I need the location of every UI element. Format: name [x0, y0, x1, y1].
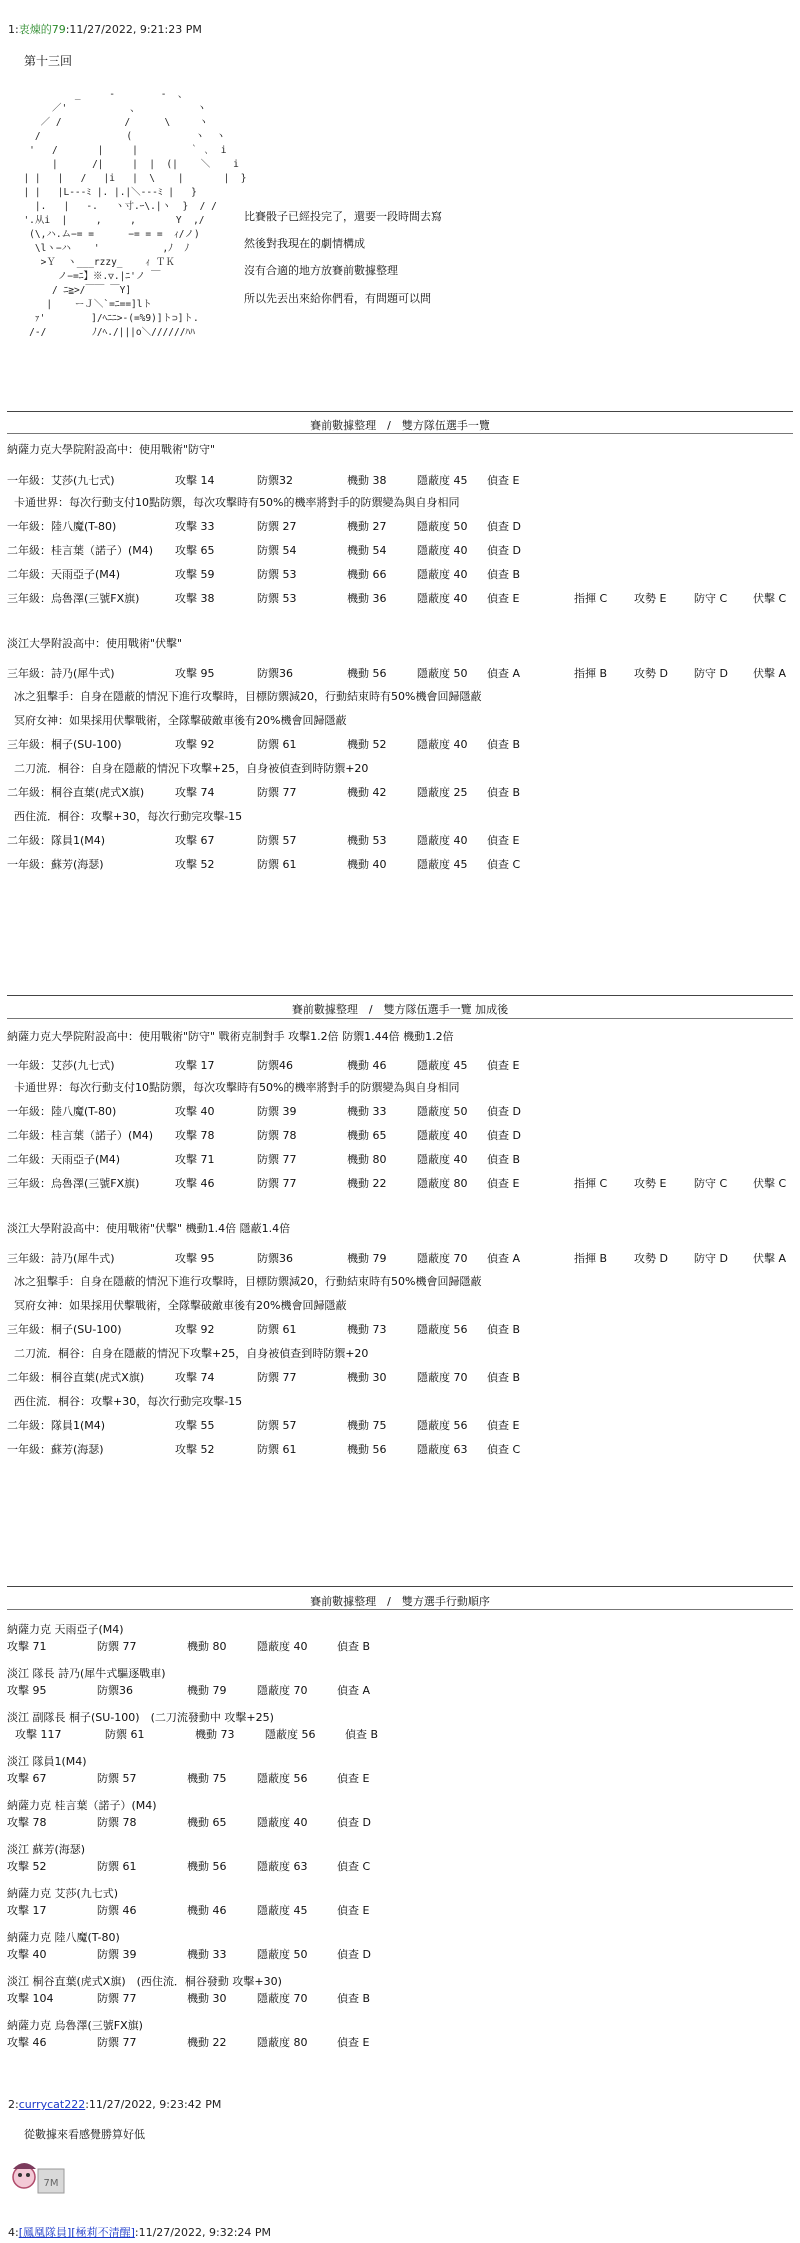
player-stat: 隱蔽度 40 — [417, 544, 468, 557]
player-stat: 防禦 61 — [257, 858, 297, 871]
post-header — [8, 21, 202, 37]
order-entry-stat: 隱蔽度 50 — [257, 1948, 308, 1961]
player-stat: 攻擊 95 — [175, 667, 215, 680]
player-stat: 機動 79 — [347, 1252, 387, 1265]
ascii-art: _ - - 、 ／' 、 ヽ ／ / / \ ヽ / ( ヽ ヽ ' / | | ｀ ､ i | /| | | (| ＼ i | | | / |i | \ | | } | | |L---ﾐ |. |.|＼---ﾐ | } |. | -. ヽ寸.ｰ\.|ヽ } / / '.从i | , , Y ,/ (\,ハ.ム−= = −= = = ｨ/ノ) \lヽ−ハ ' ,ﾉ ﾉ >Ｙ ヽ___rzzy_ ｨ ＴＫ ノ−=ﾆ】※.▽.|ﾆ'ノ ￣ / ﾆ≧>/￣￣ ￣Y] | ーＪ＼`=ﾆ==]lト ｧ' ]/ﾍﾆﾆ>-(=%9)]ト⊃]ト. /-/ ﾉ/ﾍ./|||o＼//////ﾊﾊ — [23, 89, 247, 338]
order-entry-stat: 隱蔽度 70 — [257, 1684, 308, 1697]
order-entry-stat: 防禦 61 — [105, 1728, 145, 1741]
order-entry-stat: 機動 30 — [187, 1992, 227, 2005]
order-entry-stat: 偵查 C — [337, 1860, 371, 1873]
order-entry-stat: 隱蔽度 63 — [257, 1860, 308, 1873]
order-entry-stat: 防禦 77 — [97, 1640, 137, 1653]
order-entry-stat: 偵查 B — [337, 1992, 371, 2005]
player-stat: 攻擊 52 — [175, 858, 215, 871]
player-stat: 防守 C — [694, 592, 728, 605]
player-stat: 隱蔽度 80 — [417, 1177, 468, 1190]
player-stat: 隱蔽度 40 — [417, 834, 468, 847]
skill-note: 卡通世界：每次行動支付10點防禦，每次攻擊時有50%的機率將對手的防禦變為與自身相同 — [14, 1081, 460, 1094]
player-stat: 隱蔽度 63 — [417, 1443, 468, 1456]
player-stat: 防禦 27 — [257, 520, 297, 533]
player-name: 二年級：隊員1(M4) — [7, 1419, 106, 1432]
player-row — [7, 1151, 793, 1167]
order-entry-stat: 偵查 A — [337, 1684, 371, 1697]
section-title: 賽前數據整理 / 雙方隊伍選手一覽 加成後 — [291, 1003, 509, 1016]
player-stat: 隱蔽度 50 — [417, 667, 468, 680]
player-name: 一年級：陸八魔(T-80) — [7, 520, 117, 533]
order-entry-name: 淡江 桐谷直葉(虎式X旗) (西住流．桐谷發動 攻擊+30) — [7, 1975, 282, 1988]
player-stat: 攻擊 40 — [175, 1105, 215, 1118]
player-name: 二年級：天雨亞子(M4) — [7, 568, 121, 581]
player-stat: 偵查 B — [487, 1371, 521, 1384]
order-entry-name: 淡江 隊長 詩乃(犀牛式驅逐戰車) — [7, 1667, 166, 1680]
player-stat: 機動 80 — [347, 1153, 387, 1166]
post-text: 從數據來看感覺勝算好低 — [24, 2128, 145, 2141]
player-stat: 機動 65 — [347, 1129, 387, 1142]
player-stat: 防禦 61 — [257, 738, 297, 751]
player-stat: 防禦 39 — [257, 1105, 297, 1118]
order-entry-stat: 防禦 61 — [97, 1860, 137, 1873]
talk-line: 比賽骰子已經投完了，還要一段時間去寫 — [244, 210, 442, 223]
order-entry-stat: 攻擊 67 — [7, 1772, 47, 1785]
player-row — [7, 566, 793, 582]
player-stat: 攻擊 95 — [175, 1252, 215, 1265]
order-entry-stat: 攻擊 95 — [7, 1684, 47, 1697]
player-stat: 攻勢 E — [634, 592, 667, 605]
player-name: 一年級：艾莎(九七式) — [7, 474, 115, 487]
order-entry-stat: 機動 75 — [187, 1772, 227, 1785]
post-header — [8, 2098, 221, 2111]
player-row — [7, 736, 793, 752]
player-name: 一年級：艾莎(九七式) — [7, 1059, 115, 1072]
skill-note: 二刀流．桐谷：自身在隱蔽的情況下攻擊+25，自身被偵查到時防禦+20 — [14, 762, 369, 775]
player-stat: 伏擊 C — [753, 592, 787, 605]
player-stat: 隱蔽度 70 — [417, 1371, 468, 1384]
player-row — [7, 1417, 793, 1433]
player-name: 三年級：桐子(SU-100) — [7, 1323, 122, 1336]
player-stat: 機動 36 — [347, 592, 387, 605]
skill-note: 卡通世界：每次行動支付10點防禦，每次攻擊時有50%的機率將對手的防禦變為與自身相同 — [14, 496, 460, 509]
order-entry-stat: 偵查 E — [337, 1904, 370, 1917]
player-stat: 隱蔽度 40 — [417, 1129, 468, 1142]
player-row — [7, 1127, 793, 1143]
order-entry-stat: 防禦 46 — [97, 1904, 137, 1917]
post-username[interactable]: 衷煉的79 — [18, 23, 66, 36]
player-stat: 防禦 57 — [257, 834, 297, 847]
player-stat: 攻擊 59 — [175, 568, 215, 581]
player-name: 二年級：天雨亞子(M4) — [7, 1153, 121, 1166]
player-row — [7, 542, 793, 558]
order-entry-stat: 防禦 77 — [97, 2036, 137, 2049]
order-entry-name: 納薩力克 陸八魔(T-80) — [7, 1931, 120, 1944]
post-username[interactable]: [鳳凰隊員][極莉不清醒] — [18, 2226, 135, 2239]
order-entry-stat: 偵查 B — [345, 1728, 379, 1741]
player-stat: 隱蔽度 40 — [417, 592, 468, 605]
divider — [7, 1586, 793, 1587]
player-stat: 防禦36 — [257, 667, 293, 680]
player-stat: 防禦 77 — [257, 1371, 297, 1384]
player-name: 二年級：桐谷直葉(虎式X旗) — [7, 1371, 145, 1384]
player-stat: 機動 56 — [347, 667, 387, 680]
order-entry-stat: 攻擊 104 — [7, 1992, 54, 2005]
player-stat: 防禦 53 — [257, 592, 297, 605]
avatar-text: 7M — [43, 2178, 59, 2189]
order-entry-stat: 隱蔽度 56 — [265, 1728, 316, 1741]
order-entry-stat: 隱蔽度 45 — [257, 1904, 308, 1917]
player-stat: 隱蔽度 45 — [417, 1059, 468, 1072]
skill-note: 西住流．桐谷：攻擊+30，每次行動完攻擊-15 — [14, 810, 243, 823]
order-entry-stat: 隱蔽度 70 — [257, 1992, 308, 2005]
player-stat: 隱蔽度 25 — [417, 786, 468, 799]
player-stat: 機動 38 — [347, 474, 387, 487]
order-entry-stat: 隱蔽度 56 — [257, 1772, 308, 1785]
player-stat: 攻擊 74 — [175, 1371, 215, 1384]
player-name: 一年級：蘇芳(海瑟) — [7, 858, 104, 871]
player-stat: 防守 D — [694, 1252, 728, 1265]
player-row — [7, 1175, 793, 1191]
player-stat: 攻擊 33 — [175, 520, 215, 533]
player-stat: 攻擊 92 — [175, 1323, 215, 1336]
skill-note: 冥府女神：如果採用伏擊戰術，全隊擊破敵車後有20%機會回歸隱蔽 — [14, 714, 347, 727]
player-stat: 隱蔽度 40 — [417, 568, 468, 581]
player-stat: 防禦 77 — [257, 1153, 297, 1166]
player-stat: 機動 75 — [347, 1419, 387, 1432]
team-header: 納薩力克大學院附設高中：使用戰術"防守" 戰術克制對手 攻擊1.2倍 防禦1.44倍 機動1.2倍 — [7, 1030, 454, 1043]
talk-line: 沒有合適的地方放賽前數據整理 — [244, 264, 398, 277]
post-number: 2: — [8, 2098, 19, 2111]
player-name: 一年級：陸八魔(T-80) — [7, 1105, 117, 1118]
player-stat: 偵查 E — [487, 474, 520, 487]
player-stat: 防禦 78 — [257, 1129, 297, 1142]
player-stat: 偵查 D — [487, 520, 521, 533]
order-entry-stat: 攻擊 117 — [15, 1728, 62, 1741]
order-entry-stat: 攻擊 52 — [7, 1860, 47, 1873]
player-stat: 攻擊 38 — [175, 592, 215, 605]
order-entry-stat: 偵查 E — [337, 1772, 370, 1785]
player-stat: 攻擊 65 — [175, 544, 215, 557]
player-name: 三年級：詩乃(犀牛式) — [7, 1252, 115, 1265]
player-stat: 偵查 E — [487, 834, 520, 847]
player-name: 二年級：桂言葉（諾子）(M4) — [7, 544, 154, 557]
skill-note: 冰之狙擊手：自身在隱蔽的情況下進行攻擊時，目標防禦減20，行動結束時有50%機會回歸隱蔽 — [14, 1275, 482, 1288]
player-stat: 偵查 D — [487, 1105, 521, 1118]
skill-note: 二刀流．桐谷：自身在隱蔽的情況下攻擊+25，自身被偵查到時防禦+20 — [14, 1347, 369, 1360]
player-stat: 指揮 C — [574, 592, 608, 605]
chapter-title: 第十三回 — [24, 54, 73, 68]
player-stat: 偵查 E — [487, 1177, 520, 1190]
player-stat: 隱蔽度 50 — [417, 1105, 468, 1118]
order-entry-name: 納薩力克 桂言葉（諾子）(M4) — [7, 1799, 157, 1812]
player-name: 二年級：隊員1(M4) — [7, 834, 106, 847]
team-header: 淡江大學附設高中：使用戰術"伏擊" 機動1.4倍 隱蔽1.4倍 — [7, 1222, 291, 1235]
player-name: 一年級：蘇芳(海瑟) — [7, 1443, 104, 1456]
player-stat: 攻擊 46 — [175, 1177, 215, 1190]
player-stat: 防禦46 — [257, 1059, 293, 1072]
talk-line: 所以先丟出來給你們看，有問題可以問 — [244, 292, 431, 305]
order-entry-stat: 防禦 57 — [97, 1772, 137, 1785]
order-entry-stat: 機動 46 — [187, 1904, 227, 1917]
order-entry-stat: 偵查 B — [337, 1640, 371, 1653]
player-row — [7, 1103, 793, 1119]
player-stat: 攻勢 D — [634, 1252, 668, 1265]
player-stat: 隱蔽度 50 — [417, 520, 468, 533]
player-stat: 機動 22 — [347, 1177, 387, 1190]
player-stat: 伏擊 A — [753, 1252, 787, 1265]
player-row — [7, 1441, 793, 1457]
order-entry-stat: 偵查 D — [337, 1816, 371, 1829]
order-entry-stat: 機動 33 — [187, 1948, 227, 1961]
player-stat: 機動 52 — [347, 738, 387, 751]
player-stat: 攻勢 D — [634, 667, 668, 680]
player-stat: 隱蔽度 45 — [417, 858, 468, 871]
player-stat: 偵查 E — [487, 1059, 520, 1072]
post-timestamp: :11/27/2022, 9:21:23 PM — [65, 23, 202, 36]
player-stat: 防守 C — [694, 1177, 728, 1190]
order-entry-stat: 隱蔽度 40 — [257, 1640, 308, 1653]
player-name: 三年級：烏魯澤(三號FX旗) — [7, 592, 140, 605]
post-number: 1: — [8, 23, 19, 36]
player-row — [7, 518, 793, 534]
player-stat: 防禦 54 — [257, 544, 297, 557]
order-entry-stat: 防禦 78 — [97, 1816, 137, 1829]
player-name: 三年級：烏魯澤(三號FX旗) — [7, 1177, 140, 1190]
player-stat: 偵查 B — [487, 1323, 521, 1336]
player-stat: 攻擊 78 — [175, 1129, 215, 1142]
player-stat: 防禦 57 — [257, 1419, 297, 1432]
order-entry-stat: 機動 22 — [187, 2036, 227, 2049]
player-stat: 攻擊 52 — [175, 1443, 215, 1456]
player-row — [7, 665, 793, 681]
player-stat: 偵查 A — [487, 1252, 521, 1265]
player-row — [7, 832, 793, 848]
player-stat: 攻擊 67 — [175, 834, 215, 847]
player-stat: 隱蔽度 56 — [417, 1323, 468, 1336]
divider — [7, 995, 793, 996]
order-entry-stat: 隱蔽度 40 — [257, 1816, 308, 1829]
order-entry-stat: 偵查 D — [337, 1948, 371, 1961]
player-name: 三年級：桐子(SU-100) — [7, 738, 122, 751]
order-entry-stat: 攻擊 46 — [7, 2036, 47, 2049]
player-row — [7, 472, 793, 488]
order-entry-stat: 隱蔽度 80 — [257, 2036, 308, 2049]
player-stat: 隱蔽度 40 — [417, 1153, 468, 1166]
player-stat: 機動 73 — [347, 1323, 387, 1336]
player-stat: 機動 56 — [347, 1443, 387, 1456]
player-stat: 防禦 53 — [257, 568, 297, 581]
player-stat: 攻擊 14 — [175, 474, 215, 487]
player-stat: 機動 46 — [347, 1059, 387, 1072]
player-row — [7, 1369, 793, 1385]
order-entry-stat: 機動 79 — [187, 1684, 227, 1697]
team-header: 淡江大學附設高中：使用戰術"伏擊" — [7, 637, 183, 650]
order-entry-stat: 攻擊 71 — [7, 1640, 47, 1653]
player-stat: 偵查 E — [487, 1419, 520, 1432]
player-stat: 防禦32 — [257, 474, 293, 487]
player-row — [7, 856, 793, 872]
divider — [7, 411, 793, 412]
team-header: 納薩力克大學院附設高中：使用戰術"防守" — [7, 443, 216, 456]
order-entry-stat: 防禦36 — [97, 1684, 133, 1697]
divider — [7, 1018, 793, 1019]
player-stat: 偵查 E — [487, 592, 520, 605]
player-stat: 防禦 77 — [257, 786, 297, 799]
player-stat: 攻擊 92 — [175, 738, 215, 751]
post-username[interactable]: currycat222 — [18, 2098, 86, 2111]
player-row — [7, 1057, 793, 1073]
player-stat: 機動 54 — [347, 544, 387, 557]
order-entry-stat: 防禦 77 — [97, 1992, 137, 2005]
player-stat: 伏擊 A — [753, 667, 787, 680]
player-stat: 攻擊 55 — [175, 1419, 215, 1432]
player-stat: 機動 33 — [347, 1105, 387, 1118]
order-entry-stat: 攻擊 40 — [7, 1948, 47, 1961]
player-stat: 指揮 B — [574, 667, 608, 680]
divider — [7, 1609, 793, 1610]
order-entry-stat: 機動 80 — [187, 1640, 227, 1653]
talk-line: 然後對我現在的劇情構成 — [244, 237, 365, 250]
player-stat: 隱蔽度 70 — [417, 1252, 468, 1265]
player-stat: 攻擊 74 — [175, 786, 215, 799]
skill-note: 冥府女神：如果採用伏擊戰術，全隊擊破敵車後有20%機會回歸隱蔽 — [14, 1299, 347, 1312]
skill-note: 冰之狙擊手：自身在隱蔽的情況下進行攻擊時，目標防禦減20，行動結束時有50%機會回歸隱蔽 — [14, 690, 482, 703]
player-stat: 攻勢 E — [634, 1177, 667, 1190]
order-entry-stat: 攻擊 17 — [7, 1904, 47, 1917]
section-title: 賽前數據整理 / 雙方選手行動順序 — [310, 1595, 490, 1608]
player-stat: 偵查 B — [487, 786, 521, 799]
player-row — [7, 784, 793, 800]
order-entry-name: 淡江 蘇芳(海瑟) — [7, 1843, 86, 1856]
player-stat: 防禦 61 — [257, 1443, 297, 1456]
player-stat: 伏擊 C — [753, 1177, 787, 1190]
player-name: 三年級：詩乃(犀牛式) — [7, 667, 115, 680]
order-entry-stat: 攻擊 78 — [7, 1816, 47, 1829]
post-timestamp: :11/27/2022, 9:23:42 PM — [85, 2098, 222, 2111]
player-stat: 攻擊 71 — [175, 1153, 215, 1166]
player-stat: 偵查 D — [487, 1129, 521, 1142]
order-entry-name: 納薩力克 天雨亞子(M4) — [7, 1623, 124, 1636]
player-stat: 偵查 C — [487, 1443, 521, 1456]
order-entry-stat: 偵查 E — [337, 2036, 370, 2049]
player-row — [7, 590, 793, 606]
skill-note: 西住流．桐谷：攻擊+30，每次行動完攻擊-15 — [14, 1395, 243, 1408]
player-stat: 隱蔽度 56 — [417, 1419, 468, 1432]
post-header — [8, 2224, 271, 2240]
section-title: 賽前數據整理 / 雙方隊伍選手一覽 — [310, 419, 490, 432]
player-stat: 機動 40 — [347, 858, 387, 871]
player-stat: 防禦 77 — [257, 1177, 297, 1190]
player-stat: 隱蔽度 45 — [417, 474, 468, 487]
player-stat: 機動 30 — [347, 1371, 387, 1384]
player-stat: 機動 42 — [347, 786, 387, 799]
player-stat: 機動 53 — [347, 834, 387, 847]
player-stat: 偵查 B — [487, 568, 521, 581]
player-stat: 攻擊 17 — [175, 1059, 215, 1072]
player-stat: 防守 D — [694, 667, 728, 680]
player-stat: 指揮 C — [574, 1177, 608, 1190]
order-entry-name: 淡江 副隊長 桐子(SU-100) (二刀流發動中 攻擊+25) — [7, 1711, 274, 1724]
player-row — [7, 1321, 793, 1337]
player-stat: 偵查 C — [487, 858, 521, 871]
player-stat: 偵查 D — [487, 544, 521, 557]
player-row — [7, 1250, 793, 1266]
player-stat: 偵查 B — [487, 738, 521, 751]
order-entry-name: 淡江 隊員1(M4) — [7, 1755, 87, 1768]
post-number: 4: — [8, 2226, 19, 2239]
player-stat: 偵查 A — [487, 667, 521, 680]
player-name: 二年級：桐谷直葉(虎式X旗) — [7, 786, 145, 799]
player-stat: 機動 66 — [347, 568, 387, 581]
order-entry-stat: 防禦 39 — [97, 1948, 137, 1961]
post-timestamp: :11/27/2022, 9:32:24 PM — [134, 2226, 272, 2239]
player-stat: 指揮 B — [574, 1252, 608, 1265]
divider — [7, 433, 793, 434]
player-stat: 機動 27 — [347, 520, 387, 533]
order-entry-stat: 機動 65 — [187, 1816, 227, 1829]
avatar — [8, 2155, 66, 2203]
player-stat: 防禦 61 — [257, 1323, 297, 1336]
order-entry-stat: 機動 73 — [195, 1728, 235, 1741]
order-entry-name: 納薩力克 烏魯澤(三號FX旗) — [7, 2019, 143, 2032]
player-stat: 偵查 B — [487, 1153, 521, 1166]
order-entry-name: 納薩力克 艾莎(九七式) — [7, 1887, 119, 1900]
player-stat: 防禦36 — [257, 1252, 293, 1265]
player-stat: 隱蔽度 40 — [417, 738, 468, 751]
player-name: 二年級：桂言葉（諾子）(M4) — [7, 1129, 154, 1142]
order-entry-stat: 機動 56 — [187, 1860, 227, 1873]
